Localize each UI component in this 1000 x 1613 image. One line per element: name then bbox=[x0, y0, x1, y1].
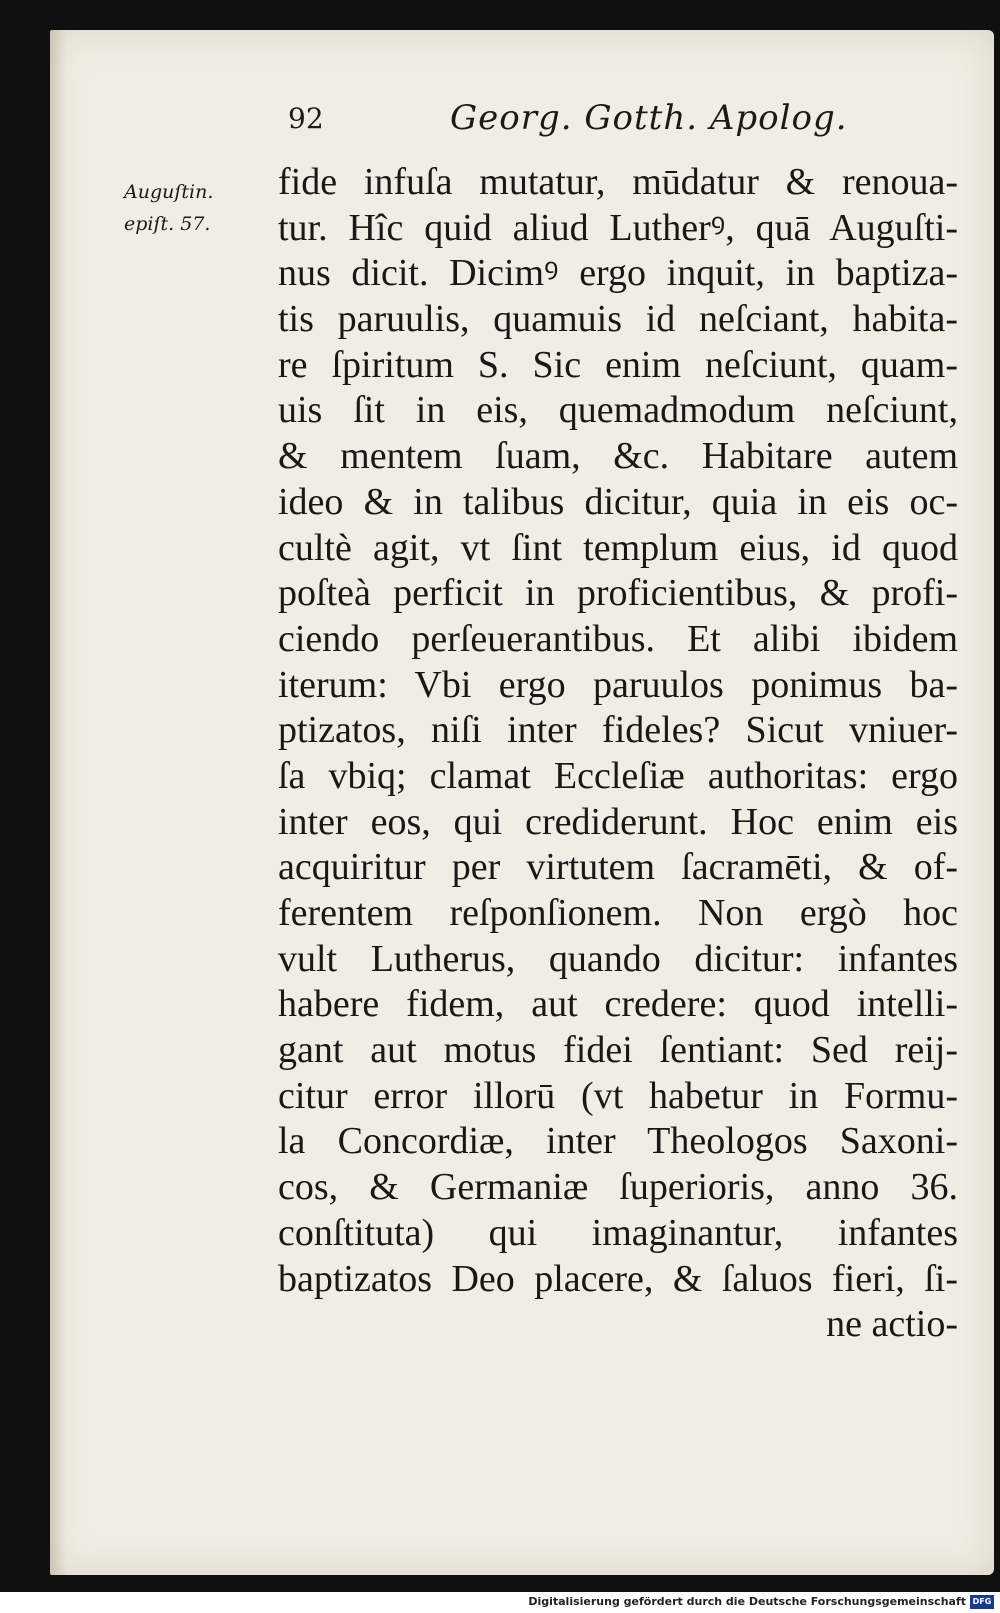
text-line: tur. Hîc quid aliud Lutherꝰ, quā Auguſti- bbox=[278, 206, 958, 249]
text-line: vult Lutherus, quando dicitur: infantes bbox=[278, 937, 958, 980]
text-line: inter eos, qui crediderunt. Hoc enim eis bbox=[278, 800, 958, 843]
text-line: nus dicit. Dicimꝰ ergo inquit, in baptiza- bbox=[278, 252, 958, 295]
text-line: habere fidem, aut credere: quod intelli- bbox=[278, 983, 958, 1026]
page-number: 92 bbox=[288, 102, 324, 135]
text-line: fide infuſa mutatur, mūdatur & renoua- bbox=[278, 161, 958, 203]
dfg-logo-icon: DFG bbox=[970, 1595, 994, 1609]
text-line: ferentem reſponſionem. Non ergò hoc bbox=[278, 892, 958, 934]
text-line: citur error illorū (vt habetur in Formu- bbox=[278, 1074, 958, 1117]
text-line: uis ſit in eis, quemadmodum neſciunt, bbox=[278, 389, 958, 432]
running-head bbox=[0, 98, 1000, 150]
catchword: ne actio- bbox=[826, 1303, 958, 1346]
text-line: ideo & in talibus dicitur, quia in eis oc- bbox=[278, 480, 958, 523]
text-line: re ſpiritum S. Sic enim neſciunt, quam- bbox=[278, 343, 958, 386]
text-line: & mentem ſuam, &c. Habitare autem bbox=[278, 435, 958, 478]
text-line: baptizatos Deo placere, & ſaluos fieri, ſi- bbox=[278, 1257, 958, 1300]
margin-note-line: Auguſtin. bbox=[124, 181, 214, 203]
text-line: conſtituta) qui imaginantur, infantes bbox=[278, 1211, 958, 1254]
text-line: ptizatos, niſi inter fideles? Sicut vniuer- bbox=[278, 709, 958, 752]
body-text bbox=[278, 160, 958, 1348]
running-title: Georg. Gotth. Apolog. bbox=[450, 98, 848, 138]
margin-note bbox=[124, 176, 274, 240]
text-line: la Concordiæ, inter Theologos Saxoni- bbox=[278, 1120, 958, 1163]
text-line: cultè agit, vt ſint templum eius, id quod bbox=[278, 526, 958, 569]
text-line: cos, & Germaniæ ſuperioris, anno 36. bbox=[278, 1166, 958, 1209]
text-line: tis paruulis, quamuis id neſciant, habita- bbox=[278, 298, 958, 341]
text-line: ciendo perſeuerantibus. Et alibi ibidem bbox=[278, 617, 958, 660]
text-line: gant aut motus fidei ſentiant: Sed reij- bbox=[278, 1029, 958, 1072]
text-line: ſa vbiq; clamat Eccleſiæ authoritas: ergo bbox=[278, 754, 958, 797]
funding-credit: Digitalisierung gefördert durch die Deutsche Forschungsgemeinschaft bbox=[528, 1595, 966, 1608]
text-line: acquiritur per virtutem ſacramēti, & of- bbox=[278, 846, 958, 889]
text-line: poſteà perficit in proficientibus, & profi- bbox=[278, 572, 958, 615]
margin-note-line: epiſt. 57. bbox=[124, 213, 211, 235]
text-line: iterum: Vbi ergo paruulos ponimus ba- bbox=[278, 663, 958, 706]
footer-bar bbox=[0, 1592, 1000, 1613]
